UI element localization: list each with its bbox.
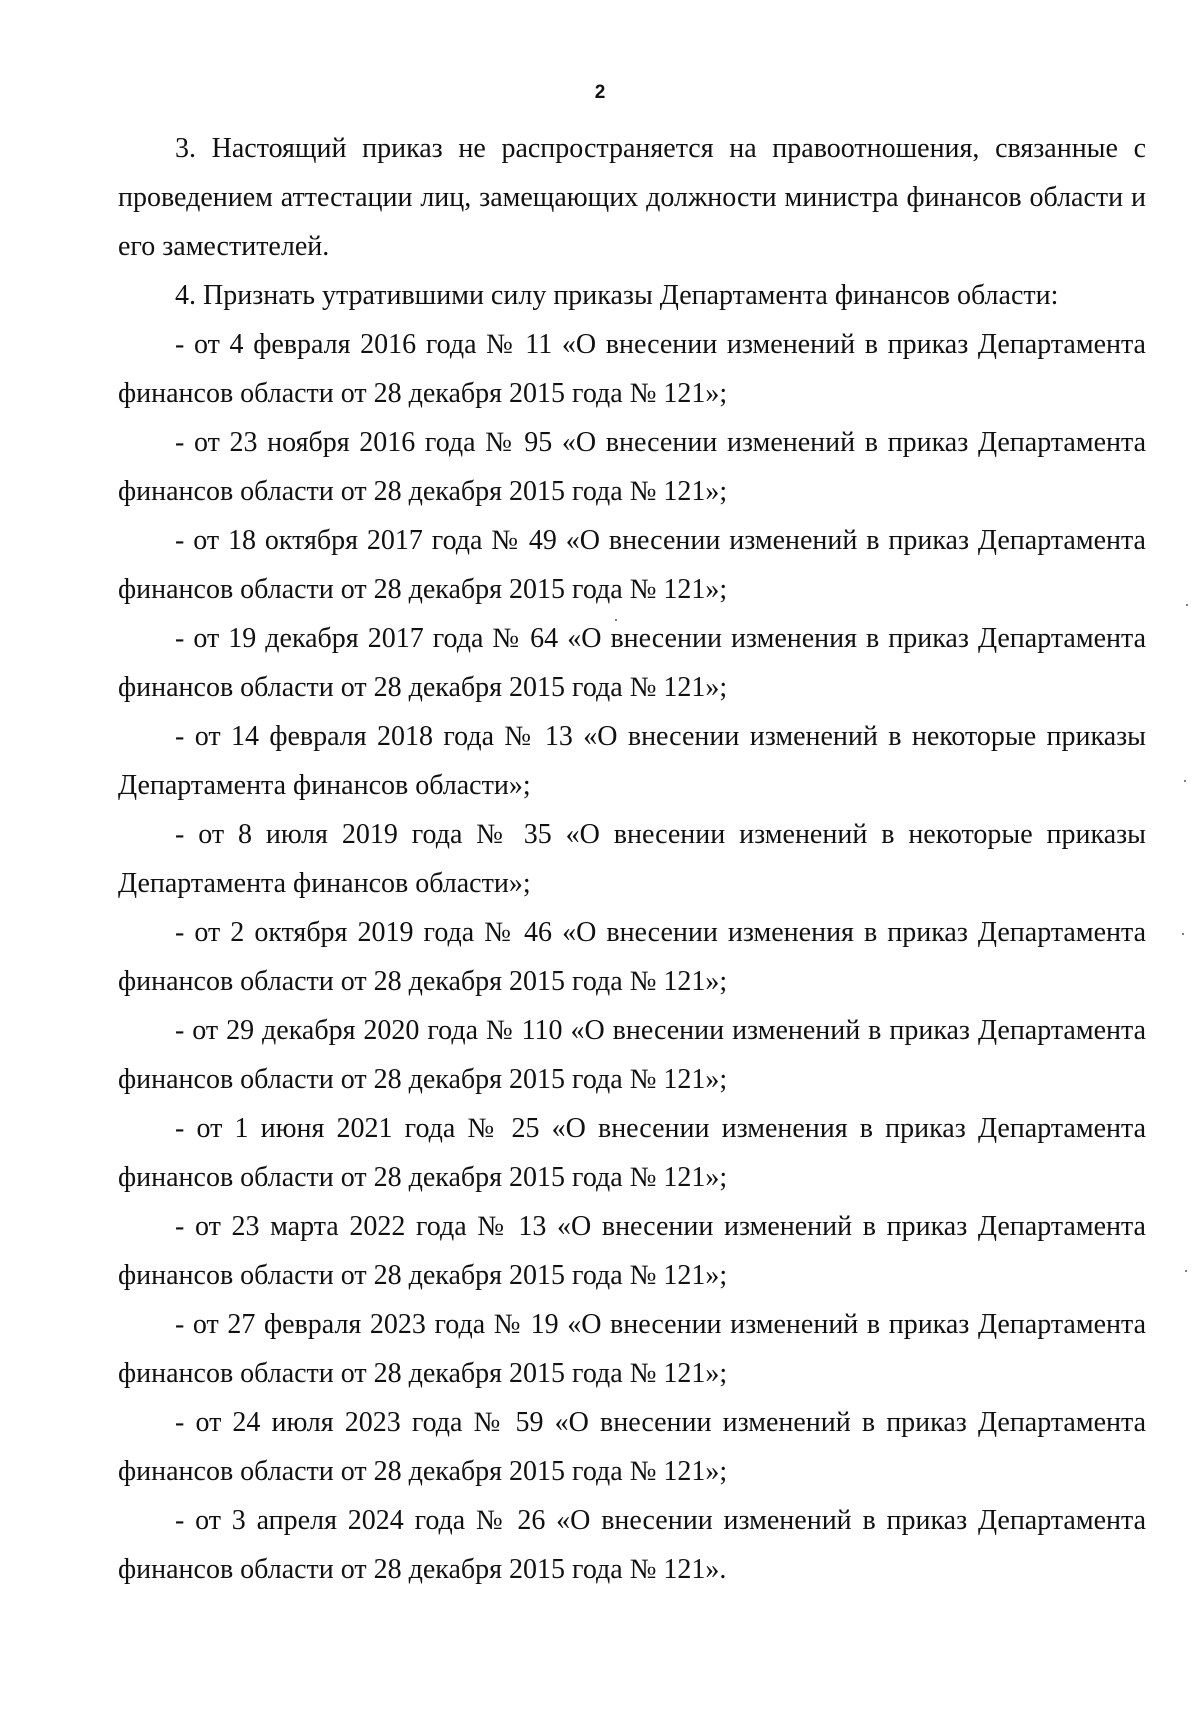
list-item: - от 19 декабря 2017 года № 64 «О внесении изменения в приказ Департамента финансов области от 28 декабря 2015 года № 121»; (118, 623, 1146, 703)
page-number: 2 (594, 82, 606, 103)
list-item: - от 24 июля 2023 года № 59 «О внесении изменений в приказ Департамента финансов области от 28 декабря 2015 года № 121»; (118, 1407, 1146, 1487)
scan-speck (1184, 780, 1186, 782)
list-item: - от 23 марта 2022 года № 13 «О внесении изменений в приказ Департамента финансов области от 28 декабря 2015 года № 121»; (118, 1211, 1146, 1291)
paragraph-4: 4. Признать утратившими силу приказы Департамента финансов области: (175, 280, 1059, 311)
list-item: - от 2 октября 2019 года № 46 «О внесении изменения в приказ Департамента финансов области от 28 декабря 2015 года № 121»; (118, 917, 1146, 997)
scan-speck (615, 619, 617, 621)
paragraph-3: 3. Настоящий приказ не распространяется на правоотношения, связанные с проведением аттестации лиц, замещающих должности министра финансов области и его заместителей. (118, 133, 1146, 262)
scan-speck (1186, 604, 1188, 606)
list-item: - от 1 июня 2021 года № 25 «О внесении изменения в приказ Департамента финансов области от 28 декабря 2015 года № 121»; (118, 1113, 1146, 1193)
list-item: - от 14 февраля 2018 года № 13 «О внесении изменений в некоторые приказы Департамента финансов области»; (118, 721, 1146, 801)
list-item: - от 3 апреля 2024 года № 26 «О внесении изменений в приказ Департамента финансов области от 28 декабря 2015 года № 121». (118, 1505, 1146, 1585)
scan-speck (1182, 933, 1184, 935)
list-item: - от 29 декабря 2020 года № 110 «О внесении изменений в приказ Департамента финансов области от 28 декабря 2015 года № 121»; (118, 1015, 1146, 1095)
list-item: - от 4 февраля 2016 года № 11 «О внесении изменений в приказ Департамента финансов области от 28 декабря 2015 года № 121»; (118, 329, 1146, 409)
list-item: - от 27 февраля 2023 года № 19 «О внесении изменений в приказ Департамента финансов области от 28 декабря 2015 года № 121»; (118, 1309, 1146, 1389)
scan-speck (1185, 1270, 1187, 1272)
list-item: - от 23 ноября 2016 года № 95 «О внесении изменений в приказ Департамента финансов области от 28 декабря 2015 года № 121»; (118, 427, 1146, 507)
list-item: - от 18 октября 2017 года № 49 «О внесении изменений в приказ Департамента финансов области от 28 декабря 2015 года № 121»; (118, 525, 1146, 605)
list-item: - от 8 июля 2019 года № 35 «О внесении изменений в некоторые приказы Департамента финансов области»; (118, 819, 1146, 899)
document-body (118, 124, 1146, 1594)
